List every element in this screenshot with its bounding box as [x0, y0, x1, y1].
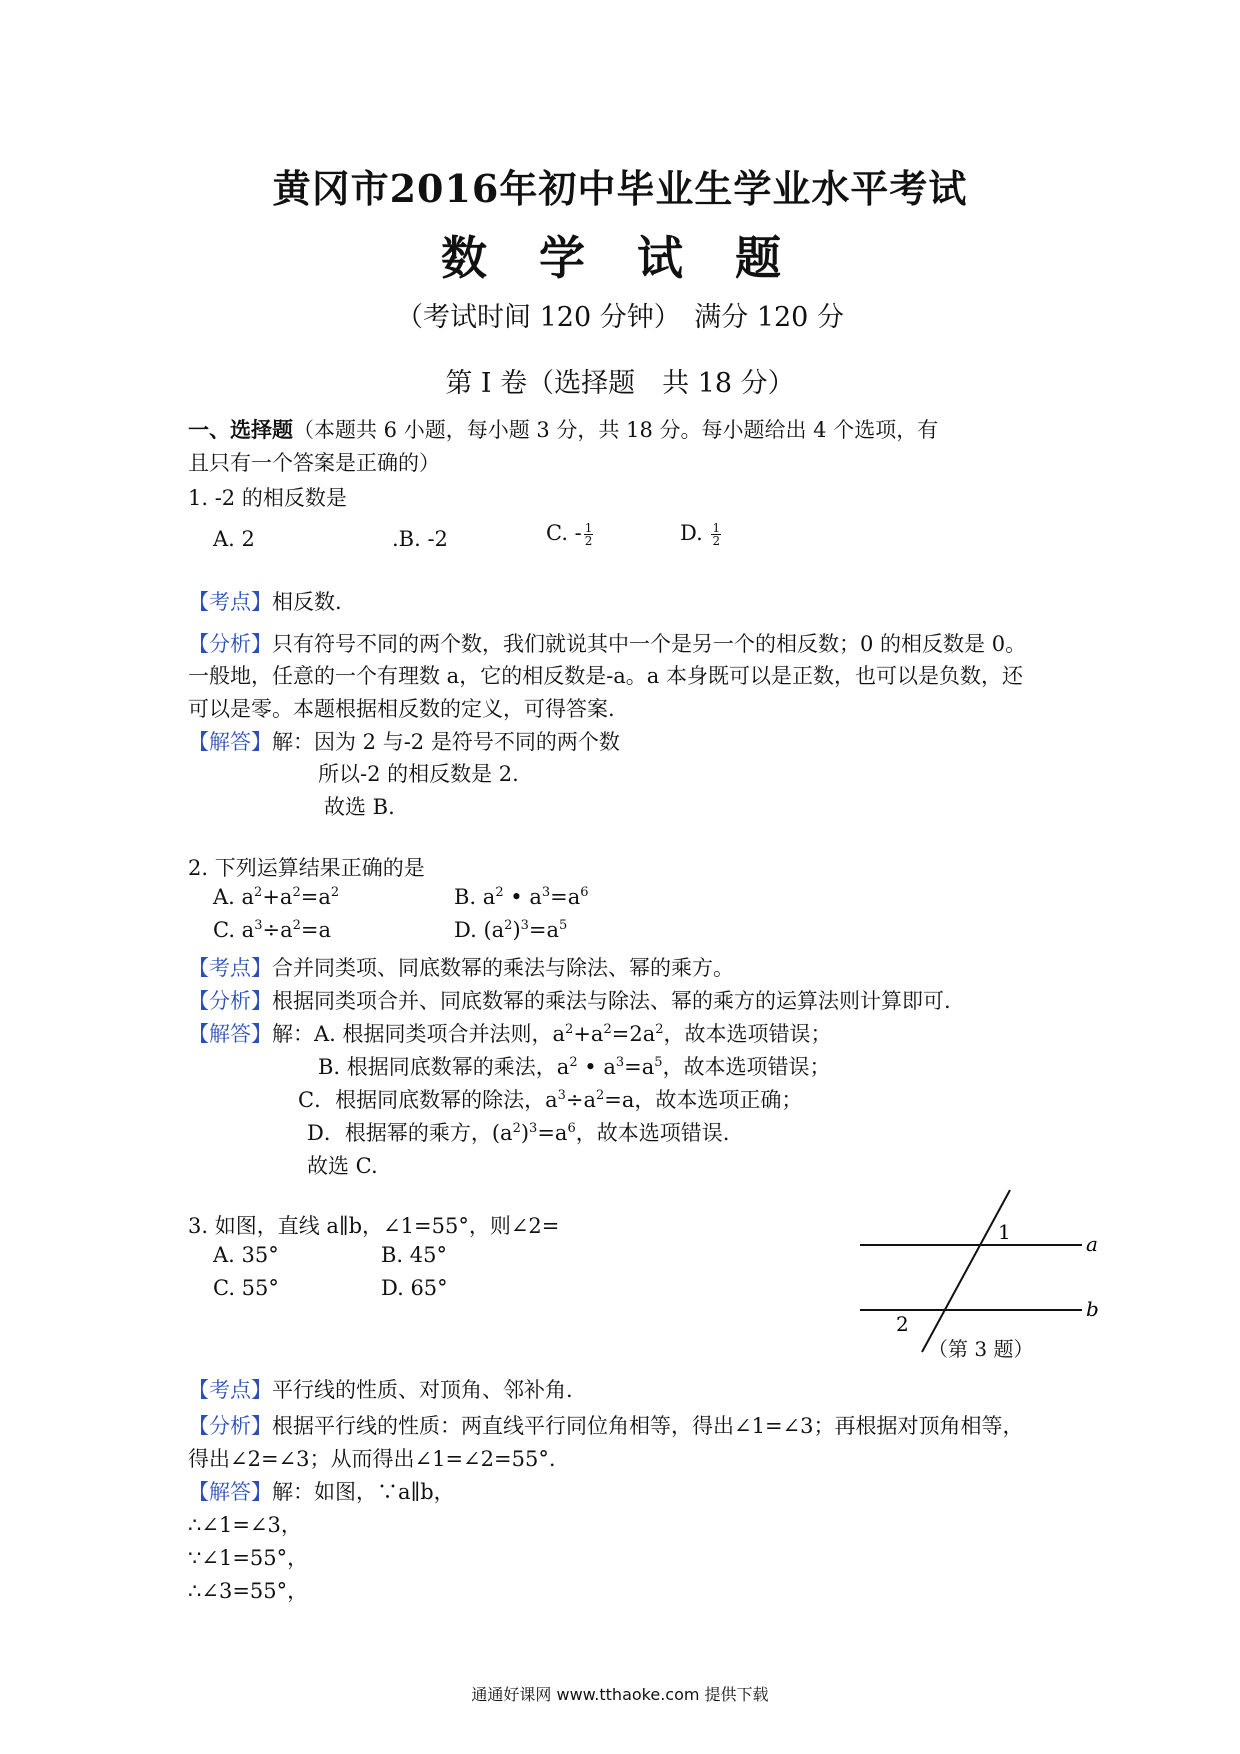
time-info: （考试时间 120 分钟） 满分 120 分 [396, 302, 844, 333]
q2-jieda-d-verdict: ，故本选项错误. [575, 1121, 730, 1145]
q3-step2: ∵∠1=55°， [188, 1546, 309, 1570]
q2-jieda-d: D．根据幂的乘方，$(a^2)^3=a^6$，故本选项错误. [307, 1121, 730, 1145]
q1-kaodian-text: 相反数. [272, 590, 342, 614]
exam-title: 黄冈市2016年初中毕业生学业水平考试 [272, 166, 968, 211]
q1-option-c-prefix: C. - [546, 521, 582, 545]
section-heading: 一、选择题 [188, 417, 293, 442]
q2-answer: 故选 C. [307, 1154, 378, 1178]
fraction-numerator: 1 [584, 521, 593, 535]
q1-option-d-prefix: D. [680, 521, 703, 545]
q2-fenxi-text: 根据同类项合并、同底数幂的乘法与除法、幂的乘方的运算法则计算即可. [272, 989, 951, 1013]
q3-option-c: C. 55° [213, 1276, 279, 1300]
q1-option-a: A. 2 [213, 527, 255, 551]
q1-option-b: .B. -2 [392, 527, 448, 551]
q3-kaodian-text: 平行线的性质、对顶角、邻补角. [272, 1378, 573, 1402]
q2-jieda-c-text: C．根据同底数幂的除法， [298, 1088, 546, 1112]
q1-jieda-line2: 所以-2 的相反数是 2. [318, 762, 519, 786]
transversal-line [922, 1190, 1010, 1352]
jieda-label: 【解答】 [188, 1480, 272, 1504]
fraction-denominator: 2 [712, 534, 721, 548]
q2-jieda-a-text: A. 根据同类项合并法则， [314, 1022, 553, 1046]
section-instructions-2: 且只有一个答案是正确的） [188, 451, 440, 475]
q3-step3: ∴∠3=55°， [188, 1579, 309, 1603]
fenxi-label: 【分析】 [188, 632, 272, 656]
kaodian-label: 【考点】 [188, 590, 272, 614]
jieda-label: 【解答】 [188, 1022, 272, 1046]
q3-fenxi-line1: 根据平行线的性质：两直线平行同位角相等，得出∠1=∠3；再根据对顶角相等， [272, 1414, 1024, 1438]
q3-step1: ∴∠1=∠3， [188, 1513, 302, 1537]
q2-jieda-b: B. 根据同底数幂的乘法，$a^2$ • $a^3=a^5$，故本选项错误； [318, 1055, 831, 1079]
fenxi-label: 【分析】 [188, 1414, 272, 1438]
q3-option-a: A. 35° [213, 1243, 279, 1267]
angle-1-label: 1 [998, 1220, 1011, 1244]
q2-jieda-b-text: B. 根据同底数幂的乘法， [318, 1055, 557, 1079]
fraction-denominator: 2 [584, 534, 593, 548]
q2-option-a: A. $a^2+a^2=a^2$ [213, 885, 340, 909]
q2-jieda-prefix: 解： [272, 1022, 314, 1046]
part-title: 第 I 卷（选择题 共 18 分） [445, 368, 795, 399]
fraction-numerator: 1 [712, 521, 721, 535]
page-footer: 通通好课网 www.tthaoke.com 提供下载 [471, 1685, 769, 1704]
q1-option-c-fraction [584, 522, 594, 547]
kaodian-label: 【考点】 [188, 1378, 272, 1402]
q1-jieda-line1: 解：因为 2 与-2 是符号不同的两个数 [272, 730, 620, 754]
q1-option-d-fraction [711, 522, 721, 547]
q3-option-b: B. 45° [381, 1243, 448, 1267]
line-b-label: b [1086, 1297, 1099, 1321]
q1-stem: 1. -2 的相反数是 [188, 486, 347, 510]
section-heading-line1 [188, 414, 938, 444]
section-instructions-1: （本题共 6 小题，每小题 3 分，共 18 分。每小题给出 4 个选项，有 [293, 418, 939, 442]
q1-jieda [188, 726, 620, 756]
q2-option-d: D. $(a^2)^3=a^5$ [454, 918, 568, 942]
q2-jieda-c-verdict: ，故本选项正确； [634, 1088, 803, 1112]
q1-option-c [546, 521, 593, 547]
q1-fenxi-line3: 可以是零。本题根据相反数的定义，可得答案. [188, 697, 615, 721]
q3-jieda-line1: 解：如图，∵a∥b， [272, 1480, 455, 1504]
q2-option-b: B. $a^2$ • $a^3=a^6$ [454, 885, 589, 909]
q3-kaodian [188, 1374, 573, 1404]
q1-fenxi-line2: 一般地，任意的一个有理数 a，它的相反数是-a。a 本身既可以是正数，也可以是负数，还 [188, 664, 1024, 688]
angle-2-label: 2 [896, 1312, 909, 1336]
subject-title: 数 学 试 题 [440, 231, 800, 285]
jieda-label: 【解答】 [188, 730, 272, 754]
q2-option-c: C. $a^3\div a^2=a$ [213, 918, 332, 942]
q2-kaodian-text: 合并同类项、同底数幂的乘法与除法、幂的乘方。 [272, 956, 734, 980]
q2-kaodian [188, 952, 734, 982]
q2-jieda-c: C．根据同底数幂的除法，$a^3\div a^2=a$，故本选项正确； [298, 1088, 803, 1112]
q1-fenxi-line1: 只有符号不同的两个数，我们就说其中一个是另一个的相反数；0 的相反数是 0。 [272, 632, 1027, 656]
q2-jieda-d-text: D．根据幂的乘方， [307, 1121, 492, 1145]
q1-fenxi [188, 628, 1026, 658]
q3-figure-caption: （第 3 题） [928, 1337, 1034, 1361]
q3-jieda [188, 1476, 455, 1506]
q1-jieda-line3: 故选 B. [324, 795, 395, 819]
q2-jieda-b-verdict: ，故本选项错误； [662, 1055, 831, 1079]
q1-kaodian [188, 586, 342, 616]
q2-stem: 2. 下列运算结果正确的是 [188, 856, 425, 880]
q3-option-d: D. 65° [381, 1276, 448, 1300]
q3-fenxi-line2: 得出∠2=∠3；从而得出∠1=∠2=55°. [188, 1447, 556, 1471]
q3-stem: 3. 如图，直线 a∥b，∠1=55°，则∠2= [188, 1214, 560, 1238]
q3-fenxi [188, 1410, 1024, 1440]
kaodian-label: 【考点】 [188, 956, 272, 980]
line-a-label: a [1086, 1232, 1098, 1256]
q2-fenxi [188, 985, 951, 1015]
q1-option-d [680, 521, 721, 547]
fenxi-label: 【分析】 [188, 989, 272, 1013]
q2-jieda-a: 【解答】解：A. 根据同类项合并法则，$a^2+a^2=2a^2$，故本选项错误； [188, 1022, 832, 1046]
q2-jieda-a-verdict: ，故本选项错误； [663, 1022, 832, 1046]
